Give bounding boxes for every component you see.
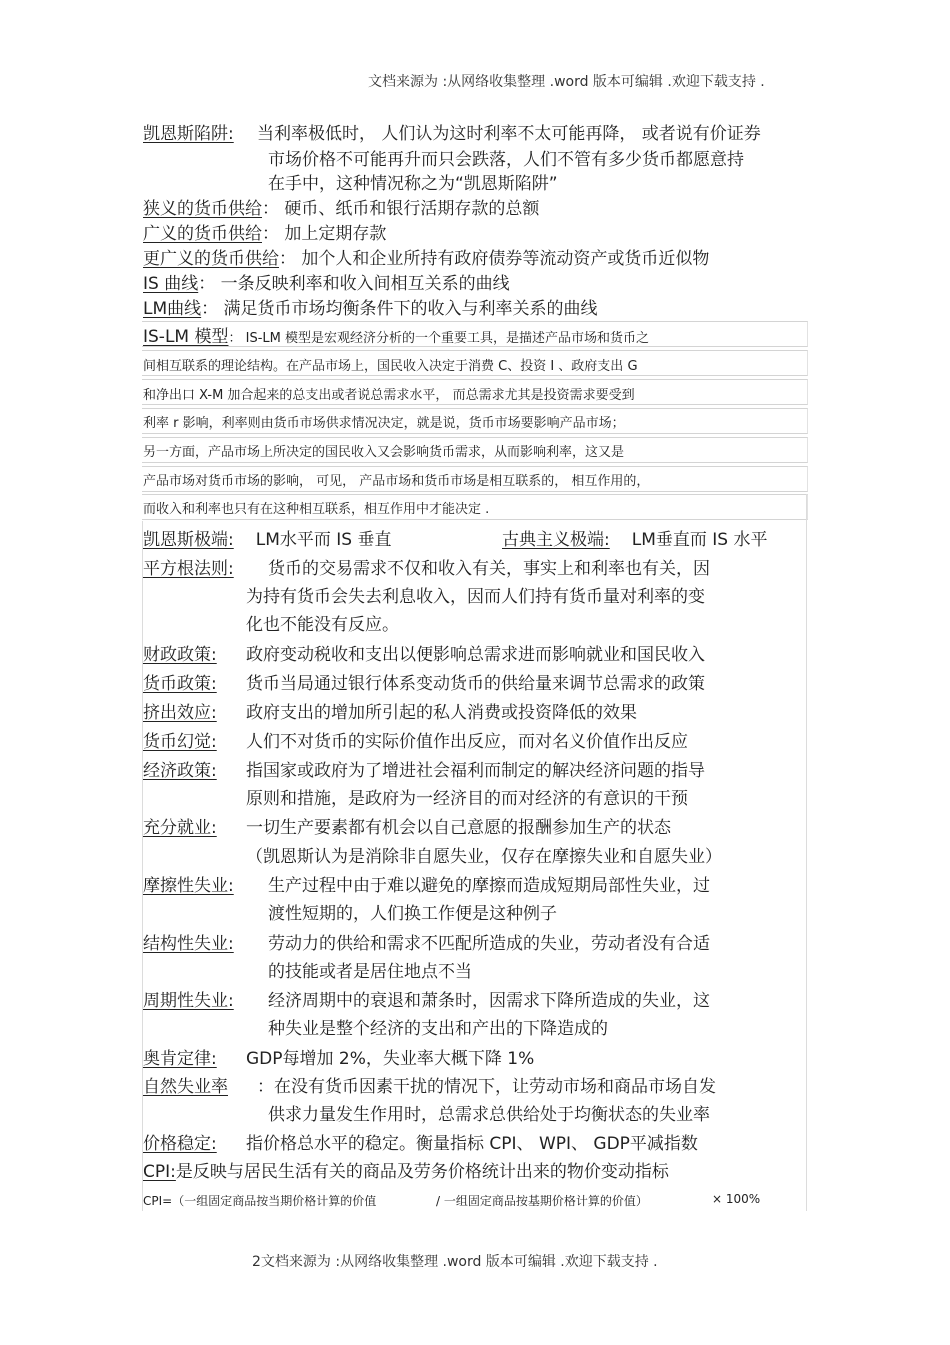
entry-is-curve (143, 269, 510, 294)
entry-narrow-money (143, 194, 539, 219)
keynes-trap-line-2: 市场价格不可能再升而只会跌落，人们不管有多少货币都愿意持 (268, 150, 744, 170)
def-narrow-money: ： 硬币、纸币和银行活期存款的总额 (262, 199, 540, 219)
islm-line-6: 产品市场对货币市场的影响， 可见， 产品市场和货币市场是相互联系的， 相互作用的， (143, 474, 650, 489)
term-structural: 结构性失业: (143, 934, 234, 954)
keynes-trap-line-3: 在手中，这种情况称之为“凯恩斯陷阱” (268, 174, 558, 194)
islm-line-4: 利率 r 影响，利率则由货币市场供求情况决定，就是说，货币市场要影响产品市场； (143, 416, 625, 431)
square-root-line-3: 化也不能没有反应。 (246, 615, 399, 635)
full-employment-line-2: （凯恩斯认为是消除非自愿失业，仅存在摩擦失业和自愿失业） (246, 847, 722, 867)
term-crowding-out: 挤出效应: (143, 703, 217, 723)
cyclical-line-1: 经济周期中的衰退和萧条时，因需求下降所造成的失业，这 (268, 991, 710, 1011)
cpi-formula-mid: / 一组固定商品按基期价格计算的价值） (436, 1194, 648, 1208)
square-root-line-1: 货币的交易需求不仅和收入有关，事实上和利率也有关，因 (268, 559, 710, 579)
page-footer: 2文档来源为 :从网络收集整理 .word 版本可编辑 .欢迎下载支持 . (252, 1254, 658, 1270)
keynes-trap-line-1: 当利率极低时， 人们认为这时利率不太可能再降， 或者说有价证券 (257, 124, 761, 144)
def-is-curve: ： 一条反映利率和收入间相互关系的曲线 (198, 274, 510, 294)
entry-broad-money (143, 219, 386, 244)
structural-line-1: 劳动力的供给和需求不匹配所造成的失业，劳动者没有合适 (268, 934, 710, 954)
def-broad-money: ： 加上定期存款 (262, 224, 387, 244)
def-crowding-out: 政府支出的增加所引起的私人消费或投资降低的效果 (246, 703, 637, 723)
cpi-formula-left: CPI=（一组固定商品按当期价格计算的价值 (143, 1194, 377, 1208)
def-money-illusion: 人们不对货币的实际价值作出反应，而对名义价值作出反应 (246, 732, 688, 752)
islm-line-5: 另一方面，产品市场上所决定的国民收入又会影响货币需求，从而影响利率，这又是 (143, 445, 625, 460)
entry-classical-extreme (502, 525, 768, 550)
economic-policy-line-2: 原则和措施，是政府为一经济目的而对经济的有意识的干预 (246, 789, 688, 809)
term-natural-rate: 自然失业率 (143, 1077, 228, 1097)
islm-line-1: ： IS-LM 模型是宏观经济分析的一个重要工具，是描述产品市场和货币之 (228, 331, 649, 346)
entry-lm-curve (143, 294, 598, 319)
economic-policy-line-1: 指国家或政府为了增进社会福利而制定的解决经济问题的指导 (246, 761, 705, 781)
def-lm-curve: ： 满足货币市场均衡条件下的收入与利率关系的曲线 (201, 299, 598, 319)
term-frictional: 摩擦性失业: (143, 876, 234, 896)
entry-broader-money (143, 244, 709, 269)
frictional-line-2: 渡性短期的，人们换工作便是这种例子 (268, 904, 557, 924)
term-fiscal-policy: 财政政策: (143, 645, 217, 665)
term-money-illusion: 货币幻觉: (143, 732, 217, 752)
term-monetary-policy: 货币政策: (143, 674, 217, 694)
term-is-curve: IS 曲线 (143, 274, 199, 294)
def-monetary-policy: 货币当局通过银行体系变动货币的供给量来调节总需求的政策 (246, 674, 705, 694)
term-okun: 奥肯定律: (143, 1049, 217, 1069)
term-lm-curve: LM曲线 (143, 299, 202, 319)
natural-rate-line-1: ：在没有货币因素干扰的情况下，让劳动市场和商品市场自发 (257, 1077, 716, 1097)
frictional-line-1: 生产过程中由于难以避免的摩擦而造成短期局部性失业，过 (268, 876, 710, 896)
page-header: 文档来源为 :从网络收集整理 .word 版本可编辑 .欢迎下载支持 . (368, 74, 765, 90)
term-islm: IS-LM 模型 (143, 327, 229, 347)
term-cyclical: 周期性失业: (143, 991, 234, 1011)
frame-right-line (806, 494, 807, 1211)
term-broader-money: 更广义的货币供给 (143, 249, 279, 269)
term-full-employment: 充分就业: (143, 818, 217, 838)
term-keynes-trap: 凯恩斯陷阱: (143, 124, 234, 144)
islm-line-7: 而收入和利率也只有在这种相互联系，相互作用中才能决定 . (143, 502, 490, 517)
term-square-root-rule: 平方根法则: (143, 559, 234, 579)
square-root-line-2: 为持有货币会失去利息收入，因而人们持有货币量对利率的变 (246, 587, 705, 607)
cpi-formula-right: × 100% (712, 1192, 761, 1206)
def-price-stability: 指价格总水平的稳定。衡量指标 CPI、 WPI、 GDP平减指数 (246, 1134, 698, 1154)
term-economic-policy: 经济政策: (143, 761, 217, 781)
term-broad-money: 广义的货币供给 (143, 224, 262, 244)
term-classical-extreme: 古典主义极端: (502, 530, 610, 550)
cyclical-line-2: 种失业是整个经济的支出和产出的下降造成的 (268, 1019, 608, 1039)
term-price-stability: 价格稳定: (143, 1134, 217, 1154)
def-broader-money: ： 加个人和企业所持有政府债券等流动资产或货币近似物 (279, 249, 710, 269)
term-keynes-extreme: 凯恩斯极端: (143, 530, 234, 550)
islm-line-3: 和净出口 X-M 加合起来的总支出或者说总需求水平， 而总需求尤其是投资需求要受到 (143, 388, 635, 403)
islm-line-2: 间相互联系的理论结构。在产品市场上，国民收入决定于消费 C、投资 I 、政府支出 G (143, 359, 638, 374)
structural-line-2: 的技能或者是居住地点不当 (268, 962, 472, 982)
def-classical-extreme: LM垂直而 IS 水平 (631, 530, 768, 550)
def-fiscal-policy: 政府变动税收和支出以便影响总需求进而影响就业和国民收入 (246, 645, 705, 665)
def-keynes-extreme: LM水平而 IS 垂直 (255, 530, 392, 550)
term-cpi: CPI: (143, 1162, 176, 1182)
frame-left-line (142, 521, 143, 1211)
def-cpi: 是反映与居民生活有关的商品及劳务价格统计出来的物价变动指标 (175, 1162, 669, 1182)
full-employment-line-1: 一切生产要素都有机会以自己意愿的报酬参加生产的状态 (246, 818, 671, 838)
term-narrow-money: 狭义的货币供给 (143, 199, 262, 219)
def-okun: GDP每增加 2%，失业率大概下降 1% (246, 1049, 535, 1069)
entry-keynes-extreme (143, 525, 392, 550)
entry-cpi (143, 1157, 669, 1182)
islm-first-line (143, 322, 649, 347)
natural-rate-line-2: 供求力量发生作用时，总需求总供给处于均衡状态的失业率 (268, 1105, 710, 1125)
